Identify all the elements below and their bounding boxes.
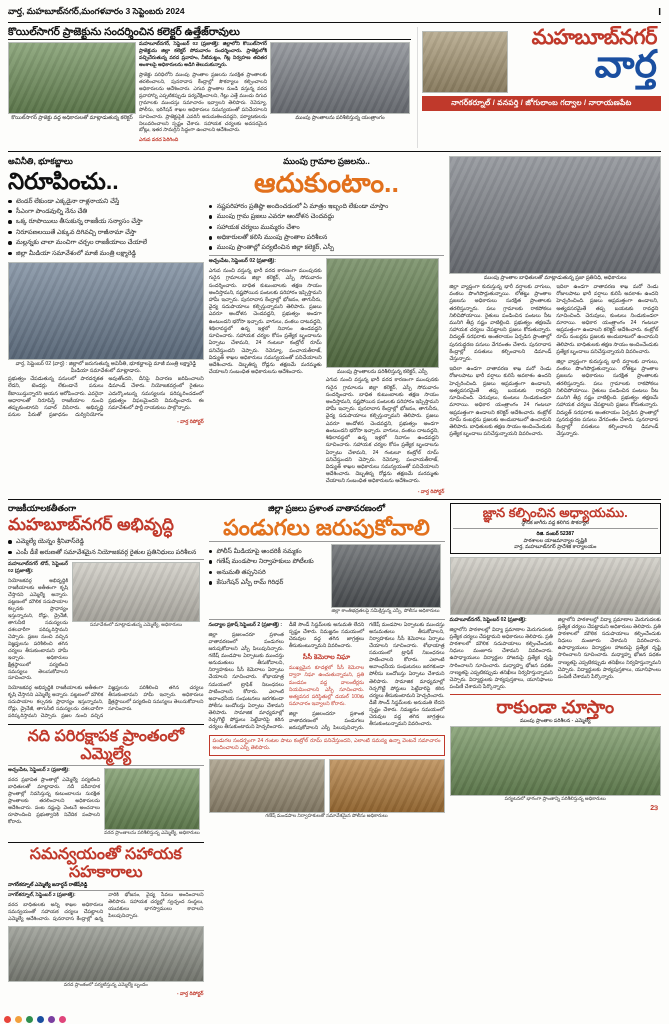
fest-body: జిల్లా ప్రజలందరూ ప్రశాంత వాతావరణంలో పండుగలు జరుపుకోవాలని ఎస్పీ పిలుపునిచ్చారు. గణేష్ మండపాల ఏర్పాటుకు ముందస్తు అనుమతులు తీసుకోవాలని, నిర్వాహకులు సీసీ కెమెరాలు ఏర్పాటు చేయాలని సూచించారు. శోభాయాత్ర సమయంలో ట్రాఫిక్ నిబంధనలు పాటించాలని కోరారు. ఎలాంటి అవాంఛనీయ సంఘటనలు జరగకుండా పోలీసు బందోబస్తు ఏర్పాటు చేశామని తెలిపారు. సామాజిక మాధ్యమాల్లో రెచ్చగొట్టే పోస్టులు పెట్టేవారిపై కఠిన చర్యలు తీసుకుంటామని హెచ్చరించారు. డీజే సౌండ్ సిస్టమ్‌లకు అనుమతి లేదని స్పష్టం చేశారు. నిమజ్జనం సమయంలో చెరువుల వద్ద తగిన జాగ్రత్తలు తీసుకుంటున్నామని వివరించారు. bbox=[208, 621, 365, 731]
masthead-editions-strip: నాగర్‌కర్నూల్ / వనపర్తి / జోగులాంబ గద్వాల / నారాయణపేట bbox=[422, 96, 661, 111]
story-mid-photo bbox=[326, 258, 439, 368]
story-mid-headline: ఆదుకుంటాం.. bbox=[254, 168, 400, 199]
dev-lead: మహబూబ్‌నగర్ టౌన్, సెప్టెంబర్ 02 (ప్రజాశక్తి): bbox=[8, 562, 68, 575]
registration-dot bbox=[15, 1016, 22, 1023]
ad-reg: రిజి. నంబర్ 52387 bbox=[536, 531, 574, 538]
section-festival bbox=[209, 503, 445, 998]
story-mid-lead: అచ్చంపేట, సెప్టెంబర్ 02 (ప్రజాశక్తి): bbox=[208, 257, 276, 264]
dev-caption: సమావేశంలో మాట్లాడుతున్న ఎమ్మెల్యే, అధికారులు bbox=[89, 623, 183, 629]
river-caption: వరద ప్రాంతాలను పరిశీలిస్తున్న ఎమ్మెల్యే, అధికారులు bbox=[104, 831, 200, 837]
coop-sub: నాగర్‌కర్నూల్ ఎమ్మెల్యే జనార్ధన్ రాజేష్‌రెడ్డి bbox=[8, 881, 88, 888]
masthead-title-blue: వార్త bbox=[594, 44, 657, 87]
masthead-title-red: మహబూబ్‌నగర్ bbox=[531, 26, 657, 49]
top-story-photo-right bbox=[270, 42, 410, 114]
fest-kicker: జిల్లా ప్రజలు ప్రశాంత వాతావరణంలో bbox=[268, 502, 385, 513]
list-item: సహాయక చర్యలు ముమ్మరం చేశాం bbox=[209, 223, 445, 232]
dev-photo bbox=[72, 562, 200, 622]
column-right bbox=[449, 156, 661, 495]
dev-body-cont: నియోజకవర్గ అభివృద్ధికి రాజకీయాలకు అతీతంగా కృషి చేస్తానని ఎమ్మెల్యే అన్నారు. పట్టణంలో మౌలిక సదుపాయాల కల్పనకు ప్రాధాన్యం ఇస్తున్నామని, రోడ్లు, డ్రైనేజీ, తాగునీటి సమస్యలను దశలవారీగా పరిష్కరిస్తామని చెప్పారు. ప్రజల నుంచి వచ్చిన విజ్ఞప్తులను పరిశీలించి తగిన చర్యలు తీసుకుంటామని హామీ ఇచ్చారు. అధికారులు క్షేత్రస్థాయిలో పర్యటించి సమస్యలు తెలుసుకోవాలని సూచించారు. bbox=[8, 686, 204, 720]
top-story-body: ప్రాజెక్టు పరిధిలోని ముంపు ప్రాంతాల ప్రజలను సురక్షిత ప్రాంతాలకు తరలించాలని, పునరావాస కేంద్రాల్లో సౌకర్యాలు కల్పించాలని అధికారులను ఆదేశించారు. ఎగువ ప్రాంతాల నుండి వస్తున్న వరద ప్రవాహాన్ని ఎప్పటికప్పుడు పర్యవేక్షించాలని, గేట్లు ఎత్తే ముందు దిగువ గ్రామాలకు ముందస్తు సమాచారం ఇవ్వాలని తెలిపారు. రెవెన్యూ, పోలీసు, ఇరిగేషన్ శాఖల అధికారులు సమన్వయంతో పనిచేయాలని సూచించారు. ప్రాజెక్టుపైకి ఎవరినీ అనుమతించవద్దని, పర్యాటకులను నిలువరించాలని స్పష్టం చేశారు. సహాయక చర్యలకు అవసరమైన బోట్లు, ఇతర సామగ్రిని సిద్ధంగా ఉంచాలని ఆదేశించారు. bbox=[139, 72, 267, 134]
story-mid-sign: - వార్త రిపోర్టర్ bbox=[417, 488, 445, 495]
lower-columns bbox=[8, 503, 661, 998]
story-left-photo bbox=[8, 262, 204, 360]
column-middle bbox=[209, 156, 445, 495]
coop-sign: - వార్త రిపోర్టర్ bbox=[176, 990, 204, 997]
rakunda-photo bbox=[450, 726, 661, 796]
story-mid-body-cont: ఎగువ నుంచి వస్తున్న భారీ వరద కారణంగా ముంపునకు గురైన గ్రామాలను జిల్లా కలెక్టర్, ఎస్పీ సోమవారం సందర్శించారు. బాధిత కుటుంబాలకు తక్షణ సాయం అందిస్తామని, నష్టపోయిన పంటలకు పరిహారం ఇప్పిస్తామని హామీ ఇచ్చారు. పునరావాస కేంద్రాల్లో భోజనం, తాగునీరు, వైద్య సదుపాయాలు కల్పిస్తున్నామని తెలిపారు. ప్రజలు ఎవరూ ఆందోళన చెందవద్దని, ప్రభుత్వం అండగా ఉంటుందని భరోసా ఇచ్చారు. వాగులు, వంకలు దాటవద్దని, శిథిలావస్థలో ఉన్న ఇళ్లలో నివాసం ఉండవద్దని సూచించారు. సహాయక చర్యల కోసం ప్రత్యేక బృందాలను ఏర్పాటు చేశామని, 24 గంటలూ కంట్రోల్ రూమ్ పనిచేస్తుందని చెప్పారు. రెవెన్యూ, పంచాయతీరాజ్, విద్యుత్ శాఖల అధికారులు సమన్వయంతో పనిచేయాలని ఆదేశించారు. దెబ్బతిన్న రోడ్లను తక్షణమే మరమ్మతు చేయాలని సంబంధిత అధికారులను ఆదేశించారు. bbox=[325, 377, 439, 485]
dev-body: నియోజకవర్గ అభివృద్ధికి రాజకీయాలకు అతీతంగా కృషి చేస్తానని ఎమ్మెల్యే అన్నారు. పట్టణంలో మౌలిక సదుపాయాల కల్పనకు ప్రాధాన్యం ఇస్తున్నామని, రోడ్లు, డ్రైనేజీ, తాగునీటి సమస్యలను దశలవారీగా పరిష్కరిస్తామని చెప్పారు. ప్రజల నుంచి వచ్చిన విజ్ఞప్తులను పరిశీలించి తగిన చర్యలు తీసుకుంటామని హామీ ఇచ్చారు. అధికారులు క్షేత్రస్థాయిలో పర్యటించి సమస్యలు తెలుసుకోవాలని సూచించారు. bbox=[8, 579, 68, 682]
color-registration-bar bbox=[0, 1014, 669, 1024]
rakunda-caption: పర్యటనలో భాగంగా ప్రాంతాన్ని పరిశీలిస్తున్న అధికారులు bbox=[504, 797, 606, 803]
list-item: ఎంపీ డీకే అరుణతో సమావేశమైన నియోజకవర్గ రైతుల ప్రతినిధులు పరిశీలన bbox=[8, 548, 204, 557]
registration-dot bbox=[37, 1016, 44, 1023]
top-strip bbox=[8, 6, 661, 23]
ad-sub: స్థానిక జాగీరు వద్ద కలిగిన సౌకర్యాల bbox=[521, 519, 590, 526]
list-item: అధికారులతో కలిసి ముంపు ప్రాంతాల పరిశీలన bbox=[209, 233, 445, 242]
ad-headline: జ్ఞాన కల్పించిన అధ్యాయము. bbox=[482, 504, 628, 520]
story-mid-kicker: ముంపు గ్రామాల ప్రజలను.. bbox=[283, 156, 370, 167]
list-item: టెండర్ లేకుండా ఎక్కడైనా రాళ్లనాయని చేస్తే bbox=[8, 197, 204, 206]
right-ad-lead: మహబూబ్‌నగర్, సెప్టెంబర్ 02 (ప్రజాశక్తి): bbox=[449, 616, 527, 623]
fest-photo-2 bbox=[209, 759, 325, 813]
ad-line4: పాఠశాలల యాజమాన్యాల దృష్టికి bbox=[523, 537, 587, 544]
fest-photo-3 bbox=[329, 759, 445, 813]
story-mid-body: ఎగువ నుంచి వస్తున్న భారీ వరద కారణంగా ముంపునకు గురైన గ్రామాలను జిల్లా కలెక్టర్, ఎస్పీ సోమవారం సందర్శించారు. బాధిత కుటుంబాలకు తక్షణ సాయం అందిస్తామని, నష్టపోయిన పంటలకు పరిహారం ఇప్పిస్తామని హామీ ఇచ్చారు. పునరావాస కేంద్రాల్లో భోజనం, తాగునీరు, వైద్య సదుపాయాలు కల్పిస్తున్నామని తెలిపారు. ప్రజలు ఎవరూ ఆందోళన చెందవద్దని, ప్రభుత్వం అండగా ఉంటుందని భరోసా ఇచ్చారు. వాగులు, వంకలు దాటవద్దని, శిథిలావస్థలో ఉన్న ఇళ్లలో నివాసం ఉండవద్దని సూచించారు. సహాయక చర్యల కోసం ప్రత్యేక బృందాలను ఏర్పాటు చేశామని, 24 గంటలూ కంట్రోల్ రూమ్ పనిచేస్తుందని చెప్పారు. రెవెన్యూ, పంచాయతీరాజ్, విద్యుత్ శాఖల అధికారులు సమన్వయంతో పనిచేయాలని ఆదేశించారు. దెబ్బతిన్న రోడ్లను తక్షణమే మరమ్మతు చేయాలని సంబంధిత అధికారులను ఆదేశించారు. bbox=[208, 268, 322, 376]
fest-headline: పండుగలు జరుపుకోవాలి bbox=[223, 514, 430, 540]
school-notice-ad bbox=[450, 503, 661, 554]
story-right-col2: ఇదిలా ఉండగా వాతావరణ శాఖ మరో రెండు రోజులపాటు భారీ వర్షాలు కురిసే అవకాశం ఉందని హెచ్చరించింది. ప్రజలు అప్రమత్తంగా ఉండాలని, అత్యవసరమైతే తప్ప బయటకు రావద్దని సూచించింది. చెరువులు, కుంటలు నిండుకుండలా మారాయి. అధికార యంత్రాంగం 24 గంటలూ అప్రమత్తంగా ఉండాలని కలెక్టర్ ఆదేశించారు. కంట్రోల్ రూమ్ నంబర్లను ప్రజలకు అందుబాటులో ఉంచామని తెలిపారు. బాధితులకు తక్షణ సాయం అందించేందుకు ప్రత్యేక బృందాలు పనిచేస్తున్నాయని వివరించారు. bbox=[556, 283, 659, 355]
fest-redhead: సీసీ కెమెరాల నిఘా bbox=[302, 654, 351, 662]
story-left-bullets bbox=[8, 197, 204, 259]
rakunda-headline: రాకుండా చూస్తాం bbox=[496, 696, 615, 717]
dateline: వార్త, మహబూబ్‌నగర్,మంగళవారం 3 సెప్టెంబరు 2024 bbox=[8, 6, 185, 16]
list-item: నిరూపణలయితే ఎక్కువ దిగివచ్చి రాజీనామా చేస్తా bbox=[8, 228, 204, 237]
edition-mark: I bbox=[658, 7, 661, 18]
coop-photo bbox=[8, 926, 204, 982]
story-mid-caption: ముంపు ప్రాంతాలను పరిశీలిస్తున్న కలెక్టర్, ఎస్పీ bbox=[336, 368, 428, 375]
top-story-lead: మహబూబ్‌నగర్, సెప్టెంబర్ 02 (ప్రజాశక్తి): జిల్లాలోని కొయిల్‌సాగర్ ప్రాజెక్టును జిల్లా కలెక్టర్ సోమవారం సందర్శించారు. ప్రాజెక్టులోకి వచ్చిచేరుతున్న వరద ప్రవాహం, నీటిమట్టం, గేట్ల నిర్వహణ తదితర అంశాలపై అధికారులను అడిగి తెలుసుకున్నారు. bbox=[139, 42, 267, 68]
story-left-kicker: అవినీతి, భూకబ్జాలు bbox=[8, 156, 73, 167]
column-left bbox=[8, 156, 204, 495]
top-story-photo-left bbox=[8, 42, 136, 114]
fest-caption-1: జిల్లా శాంతిభద్రతలపై సమీక్షిస్తున్న ఎస్పీ, పోలీసు అధికారులు bbox=[331, 608, 440, 614]
top-story-caption-mid: ముంపు ప్రాంతాలను పరిశీలిస్తున్న యంత్రాంగం bbox=[295, 115, 385, 122]
coop-caption: వరద ప్రాంతంలో పర్యటిస్తున్న ఎమ్మెల్యే బృందం bbox=[63, 982, 148, 988]
fest-redbody: ముఖ్యమైన కూడళ్లలో సీసీ కెమెరాల ద్వారా నిఘా ఉంచుతున్నామని, ప్రతి మండపం వద్ద వాలంటీర్లను నియమించాలని ఎస్పీ సూచించారు. అత్యవసర పరిస్థితుల్లో డయల్ 100కు సమాచారం ఇవ్వాలని కోరారు. bbox=[288, 665, 365, 707]
top-story bbox=[8, 27, 411, 148]
story-left-sign: - వార్త రిపోర్టర్ bbox=[177, 419, 204, 426]
story-right-photo bbox=[449, 156, 661, 274]
river-body: వరద ప్రభావిత ప్రాంతాల్లో ఎమ్మెల్యే పర్యటించి బాధితులతో మాట్లాడారు. నదీ పరీవాహక ప్రాంతాల్లో నివసిస్తున్న కుటుంబాలను సురక్షిత ప్రాంతాలకు తరలించాలని అధికారులను ఆదేశించారు. పంట నష్టంపై వెంటనే అంచనాలు రూపొందించి ప్రభుత్వానికి నివేదిక పంపాలని కోరారు. bbox=[8, 778, 100, 826]
story-mid-bullets bbox=[209, 202, 445, 253]
list-item: సీఎంగా పాండవుల్ని నేను చేతి bbox=[8, 207, 204, 216]
coop-body: వరద బాధితులకు అన్ని శాఖల అధికారులు సమన్వయంతో సహాయక చర్యలు చేపట్టాలని ఎమ్మెల్యే ఆదేశించారు. పునరావాస కేంద్రాల్లో ఉన్న వారికి భోజనం, వైద్య సేవలు అందించాలని తెలిపారు. సహాయక చర్యల్లో స్వచ్ఛంద సంస్థలు, యువకులు భాగస్వాములు కావాలని పిలుపునిచ్చారు. bbox=[8, 893, 204, 922]
coop-lead: నాగర్‌కర్నూల్, సెప్టెంబర్ 2 (ప్రజాశక్తి): bbox=[8, 893, 76, 899]
rakunda-sub: ముంపు ప్రాంతాల పరిశీలన - ఎమ్మెల్యే bbox=[519, 717, 591, 724]
list-item: అనుమతి తప్పనిసరి bbox=[209, 568, 327, 577]
list-item: గణేష్ మండపాల నిర్వాహకులు పోటీలకు bbox=[209, 557, 327, 566]
list-item: ముంపు ప్రాంతాల్లో పర్యటించిన జిల్లా కలెక్టర్, ఎస్పీ bbox=[209, 243, 445, 252]
fest-bullets bbox=[209, 547, 327, 588]
masthead-photo bbox=[422, 31, 508, 93]
registration-dot bbox=[4, 1016, 11, 1023]
story-right-col2b: జిల్లా వ్యాప్తంగా కురుస్తున్న భారీ వర్షాలకు వాగులు, వంకలు పొంగిపొర్లుతున్నాయి. లోతట్టు ప్రాంతాల ప్రజలను అధికారులు సురక్షిత ప్రాంతాలకు తరలిస్తున్నారు. పలు గ్రామాలకు రాకపోకలు నిలిచిపోయాయి. రైతులు పండించిన పంటలు నీట మునిగి తీవ్ర నష్టం వాటిల్లింది. ప్రభుత్వం తక్షణమే సహాయక చర్యలు చేపట్టాలని ప్రజలు కోరుతున్నారు. విద్యుత్ సరఫరాకు అంతరాయం ఏర్పడిన ప్రాంతాల్లో పునరుద్ధరణ పనులు వేగవంతం చేశారు. పునరావాస కేంద్రాల్లో వసతులు కల్పించాలని డిమాండ్ చేస్తున్నారు. bbox=[556, 359, 659, 438]
dev-headline: మహబూబ్‌నగర్ అభివృద్ధి bbox=[8, 514, 174, 534]
list-item: కేసుగేషన్ ఎస్పీ రామ్ గిరిధర్ bbox=[209, 578, 327, 587]
list-item: జిల్లా మీడియా సమావేశంలో మాజీ మంత్రి లక్ష్మారెడ్డి bbox=[8, 249, 204, 258]
page-number: 2౩ bbox=[650, 805, 658, 813]
right-photo-1 bbox=[450, 557, 661, 615]
list-item: పోలీస్ మీడియాపై అందరికీ నమ్మకం bbox=[209, 547, 327, 556]
river-headline: నది పరిరక్షాపక ప్రాంతంలో ఎమ్మెల్యే bbox=[27, 728, 184, 763]
fest-redbox: పండుగల సందర్భంగా 24 గంటల పాటు కంట్రోల్ రూమ్ పనిచేస్తుందని, ఎలాంటి సమస్య ఉన్నా వెంటనే సమాచారం అందించాలని ఎస్పీ తెలిపారు. bbox=[209, 735, 445, 756]
masthead bbox=[417, 27, 661, 148]
main-columns bbox=[8, 156, 661, 495]
registration-dot bbox=[48, 1016, 55, 1023]
section-development bbox=[8, 503, 204, 998]
top-story-highlight: ఎగువ వరద పెరిగింది bbox=[139, 138, 179, 144]
story-left-caption: వార్త, సెప్టెంబర్ 02 (వార్త) : జిల్లాలో జరుగుతున్న అవినీతి, భూకబ్జాలపై మాజీ మంత్రి లక్ష్మారెడ్డి మీడియా సమావేశంలో మాట్లాడారు. bbox=[15, 361, 197, 374]
top-story-caption-left: కొయిల్‌సాగర్ ప్రాజెక్టు వద్ద అధికారులతో మాట్లాడుతున్న కలెక్టర్ bbox=[11, 115, 133, 122]
fest-lead: నంద్యాల ప్రకాష్ సెప్టెంబర్ 2 (ప్రజాశక్తి) : bbox=[208, 621, 283, 628]
registration-dot bbox=[26, 1016, 33, 1023]
dev-kicker: రాజకీయాలకతీతంగా bbox=[8, 502, 77, 513]
ad-line5: వార్త, మహబూబ్‌నగర్ ప్రాదేశిక కార్యాలయం bbox=[514, 544, 597, 551]
story-left-body: ప్రభుత్వం చేపడుతున్న పనులలో పారదర్శకత లేదని, టెండర్లు లేకుండానే పనులు కేటాయిస్తున్నారని ఆయన ఆరోపించారు. ఎవరైనా ఆధారాలతో నిరూపిస్తే రాజకీయాల నుంచి తప్పుకుంటానని సవాల్ విసిరారు. అభివృద్ధి పనుల పేరుతో ప్రజాధనం దుర్వినియోగం అవుతోందని, దీనిపై విచారణ జరిపించాలని డిమాండ్ చేశారు. నియోజకవర్గంలో రైతులు ఎదుర్కొంటున్న సమస్యలను పరిష్కరించడంలో ప్రభుత్వం విఫలమైందని విమర్శించారు. ఈ సమావేశంలో పార్టీ నాయకులు పాల్గొన్నారు. bbox=[8, 376, 204, 419]
top-story-headline: కొయిల్‌సాగర్ ప్రాజెక్టును సందర్శించిన కలెక్టర్ ఉత్తేజ్‌రావులు bbox=[8, 26, 240, 38]
river-lead: అచ్చంపేట, సెప్టెంబర్ 2 (ప్రజాశక్తి): bbox=[8, 768, 70, 774]
section-right bbox=[450, 503, 661, 998]
list-item: మల్లన్నకు చాలా మంచిగా చర్చల రాజకీయాలు చేయాలే bbox=[8, 238, 204, 247]
river-photo bbox=[104, 768, 200, 830]
coop-headline: సమన్వయంతో సహాయక సహకారాలు bbox=[29, 846, 182, 881]
header-band bbox=[8, 27, 661, 148]
story-right-col1: జిల్లా వ్యాప్తంగా కురుస్తున్న భారీ వర్షాలకు వాగులు, వంకలు పొంగిపొర్లుతున్నాయి. లోతట్టు ప్రాంతాల ప్రజలను అధికారులు సురక్షిత ప్రాంతాలకు తరలిస్తున్నారు. పలు గ్రామాలకు రాకపోకలు నిలిచిపోయాయి. రైతులు పండించిన పంటలు నీట మునిగి తీవ్ర నష్టం వాటిల్లింది. ప్రభుత్వం తక్షణమే సహాయక చర్యలు చేపట్టాలని ప్రజలు కోరుతున్నారు. విద్యుత్ సరఫరాకు అంతరాయం ఏర్పడిన ప్రాంతాల్లో పునరుద్ధరణ పనులు వేగవంతం చేశారు. పునరావాస కేంద్రాల్లో వసతులు కల్పించాలని డిమాండ్ చేస్తున్నారు. bbox=[449, 283, 552, 363]
list-item: ముంపు గ్రామ ప్రజలు ఎవరూ ఆందోళన చెందవద్దు bbox=[209, 212, 445, 221]
right-ad-body: జిల్లాలోని పాఠశాలల్లో విద్యా ప్రమాణాల మెరుగుదలకు ప్రత్యేక చర్యలు చేపట్టామని అధికారులు తెలిపారు. ప్రతి పాఠశాలలో మౌలిక సదుపాయాలు కల్పించేందుకు నిధులు మంజూరు చేశామని వివరించారు. ఉపాధ్యాయులు విద్యార్థుల హాజరుపై ప్రత్యేక దృష్టి సారించాలని సూచించారు. మధ్యాహ్న భోజన పథకం నాణ్యతపై ఎప్పటికప్పుడు తనిఖీలు నిర్వహిస్తున్నామని చెప్పారు. విద్యార్థులకు పాఠ్యపుస్తకాలు, యూనిఫాంలు పంపిణీ చేశామని పేర్కొన్నారు. bbox=[449, 627, 553, 690]
fest-photo-1 bbox=[331, 544, 441, 608]
dev-bullets bbox=[8, 537, 204, 557]
story-left-headline: నిరూపించు.. bbox=[8, 168, 119, 195]
list-item: నష్టపరిహారం ప్రతిష్టా అందించడంలో ఏ మాత్రం ఇబ్బంది లేకుండా చూస్తాం bbox=[209, 202, 445, 211]
list-item: ఒక్క రూపాయిలు తీసుకున్న రాజకీయ సన్యాసం చేస్తా bbox=[8, 217, 204, 226]
fest-caption-2: గణేష్ మండపాల నిర్వాహకులతో సమావేశమైన పోలీసు అధికారులు bbox=[265, 813, 388, 819]
fest-body-2: జిల్లా ప్రజలందరూ ప్రశాంత వాతావరణంలో పండుగలు జరుపుకోవాలని ఎస్పీ పిలుపునిచ్చారు. గణేష్ మండపాల ఏర్పాటుకు ముందస్తు అనుమతులు తీసుకోవాలని, నిర్వాహకులు సీసీ కెమెరాలు ఏర్పాటు చేయాలని సూచించారు. శోభాయాత్ర సమయంలో ట్రాఫిక్ నిబంధనలు పాటించాలని కోరారు. ఎలాంటి అవాంఛనీయ సంఘటనలు జరగకుండా పోలీసు బందోబస్తు ఏర్పాటు చేశామని తెలిపారు. సామాజిక మాధ్యమాల్లో రెచ్చగొట్టే పోస్టులు పెట్టేవారిపై కఠిన చర్యలు తీసుకుంటామని హెచ్చరించారు. డీజే సౌండ్ సిస్టమ్‌లకు అనుమతి లేదని స్పష్టం చేశారు. నిమజ్జనం సమయంలో చెరువుల వద్ద తగిన జాగ్రత్తలు తీసుకుంటున్నామని వివరించారు. bbox=[288, 621, 445, 732]
story-right-col1b: ఇదిలా ఉండగా వాతావరణ శాఖ మరో రెండు రోజులపాటు భారీ వర్షాలు కురిసే అవకాశం ఉందని హెచ్చరించింది. ప్రజలు అప్రమత్తంగా ఉండాలని, అత్యవసరమైతే తప్ప బయటకు రావద్దని సూచించింది. చెరువులు, కుంటలు నిండుకుండలా మారాయి. అధికార యంత్రాంగం 24 గంటలూ అప్రమత్తంగా ఉండాలని కలెక్టర్ ఆదేశించారు. కంట్రోల్ రూమ్ నంబర్లను ప్రజలకు అందుబాటులో ఉంచామని తెలిపారు. బాధితులకు తక్షణ సాయం అందించేందుకు ప్రత్యేక బృందాలు పనిచేస్తున్నాయని వివరించారు. bbox=[449, 366, 552, 438]
story-right-caption: ముంపు ప్రాంతాల బాధితులతో మాట్లాడుతున్న ప్రజా ప్రతినిధి, అధికారులు bbox=[483, 275, 627, 282]
right-ad-body-2: జిల్లాలోని పాఠశాలల్లో విద్యా ప్రమాణాల మెరుగుదలకు ప్రత్యేక చర్యలు చేపట్టామని అధికారులు తెలిపారు. ప్రతి పాఠశాలలో మౌలిక సదుపాయాలు కల్పించేందుకు నిధులు మంజూరు చేశామని వివరించారు. ఉపాధ్యాయులు విద్యార్థుల హాజరుపై ప్రత్యేక దృష్టి సారించాలని సూచించారు. మధ్యాహ్న భోజన పథకం నాణ్యతపై ఎప్పటికప్పుడు తనిఖీలు నిర్వహిస్తున్నామని చెప్పారు. విద్యార్థులకు పాఠ్యపుస్తకాలు, యూనిఫాంలు పంపిణీ చేశామని పేర్కొన్నారు. bbox=[557, 616, 661, 680]
list-item: ఎమ్మెల్యే యెన్నం శ్రీనివాస్‌రెడ్డి bbox=[8, 537, 204, 546]
registration-dot bbox=[59, 1016, 66, 1023]
